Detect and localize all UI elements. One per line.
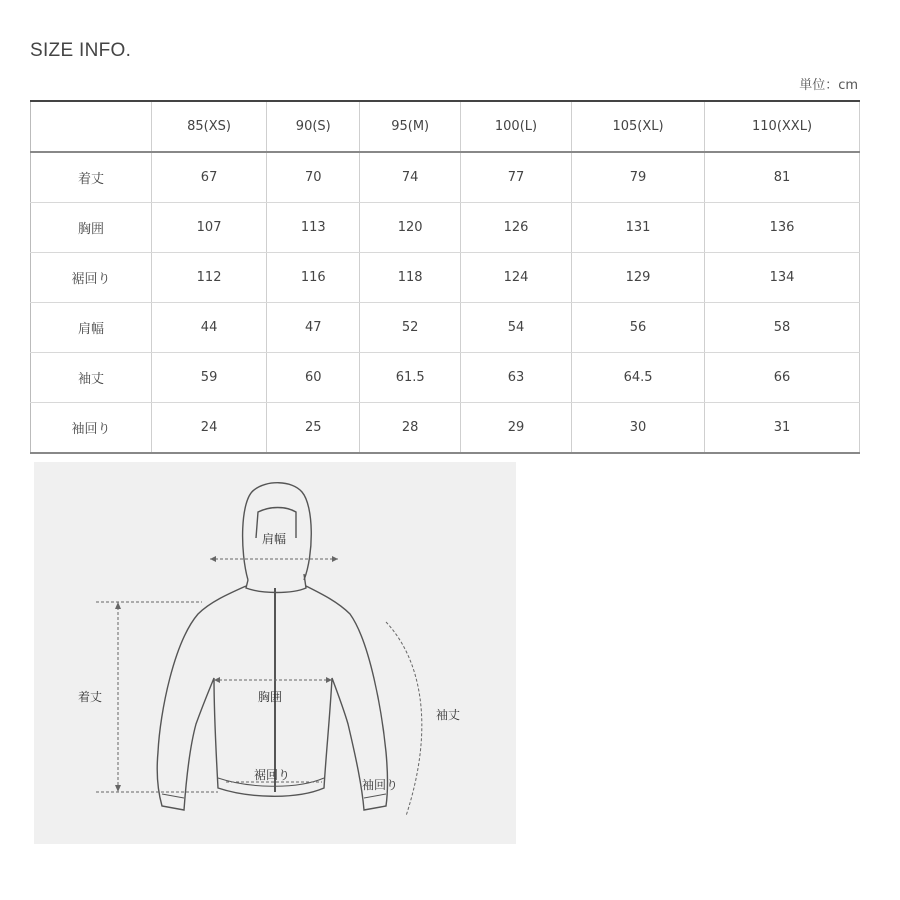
table-header-row — [31, 101, 860, 152]
table-cell: 47 — [267, 303, 360, 353]
table-cell: 74 — [360, 152, 461, 203]
column-header: 85(XS) — [152, 101, 267, 152]
table-cell: 124 — [460, 253, 571, 303]
diagram-label-length: 着丈 — [78, 690, 103, 704]
table-cell: 63 — [460, 353, 571, 403]
table-cell: 58 — [705, 303, 860, 353]
jacket-illustration — [34, 462, 516, 844]
table-cell: 77 — [460, 152, 571, 203]
column-header: 90(S) — [267, 101, 360, 152]
table-row — [31, 403, 860, 454]
table-cell: 131 — [572, 203, 705, 253]
table-cell: 25 — [267, 403, 360, 454]
table-cell: 24 — [152, 403, 267, 454]
table-cell: 44 — [152, 303, 267, 353]
row-label: 裾回り — [31, 253, 152, 303]
table-cell: 61.5 — [360, 353, 461, 403]
table-cell: 120 — [360, 203, 461, 253]
table-cell: 113 — [267, 203, 360, 253]
table-cell: 118 — [360, 253, 461, 303]
table-cell: 64.5 — [572, 353, 705, 403]
table-cell: 30 — [572, 403, 705, 454]
table-cell: 116 — [267, 253, 360, 303]
page-title: SIZE INFO. — [30, 40, 132, 61]
row-label: 袖丈 — [31, 353, 152, 403]
table-row — [31, 253, 860, 303]
table-row — [31, 353, 860, 403]
table-cell: 107 — [152, 203, 267, 253]
diagram-label-cuff: 袖回り — [362, 778, 399, 792]
table-cell: 59 — [152, 353, 267, 403]
table-cell: 81 — [705, 152, 860, 203]
diagram-label-shoulder: 肩幅 — [262, 532, 287, 546]
table-cell: 60 — [267, 353, 360, 403]
table-cell: 79 — [572, 152, 705, 203]
table-cell: 29 — [460, 403, 571, 454]
right-cuff — [364, 794, 386, 798]
row-label: 袖回り — [31, 403, 152, 454]
column-header: 100(L) — [460, 101, 571, 152]
table-cell: 28 — [360, 403, 461, 454]
table-cell: 136 — [705, 203, 860, 253]
diagram-label-hem: 裾回り — [254, 768, 291, 782]
size-table — [30, 100, 860, 454]
column-header: 105(XL) — [572, 101, 705, 152]
diagram-label-chest: 胸囲 — [258, 690, 283, 704]
left-cuff — [162, 794, 184, 798]
column-header: 110(XXL) — [705, 101, 860, 152]
table-cell: 54 — [460, 303, 571, 353]
unit-note: 単位：cm — [799, 78, 858, 93]
table-cell: 129 — [572, 253, 705, 303]
table-cell: 56 — [572, 303, 705, 353]
table-cell: 70 — [267, 152, 360, 203]
row-label: 胸囲 — [31, 203, 152, 253]
measurement-diagram — [34, 462, 516, 844]
table-cell: 52 — [360, 303, 461, 353]
column-header — [31, 101, 152, 152]
length-arrow-bottom — [115, 785, 121, 792]
shoulder-arrow-right — [332, 556, 338, 562]
column-header: 95(M) — [360, 101, 461, 152]
row-label: 着丈 — [31, 152, 152, 203]
table-cell: 31 — [705, 403, 860, 454]
table-row — [31, 303, 860, 353]
row-label: 肩幅 — [31, 303, 152, 353]
diagram-label-sleeve-length: 袖丈 — [436, 708, 461, 722]
chest-arrow-left — [214, 677, 220, 683]
table-cell: 67 — [152, 152, 267, 203]
length-arrow-top — [115, 602, 121, 609]
table-cell: 66 — [705, 353, 860, 403]
shoulder-arrow-left — [210, 556, 216, 562]
table-cell: 134 — [705, 253, 860, 303]
table-row — [31, 152, 860, 203]
table-row — [31, 203, 860, 253]
table-cell: 126 — [460, 203, 571, 253]
table-cell: 112 — [152, 253, 267, 303]
